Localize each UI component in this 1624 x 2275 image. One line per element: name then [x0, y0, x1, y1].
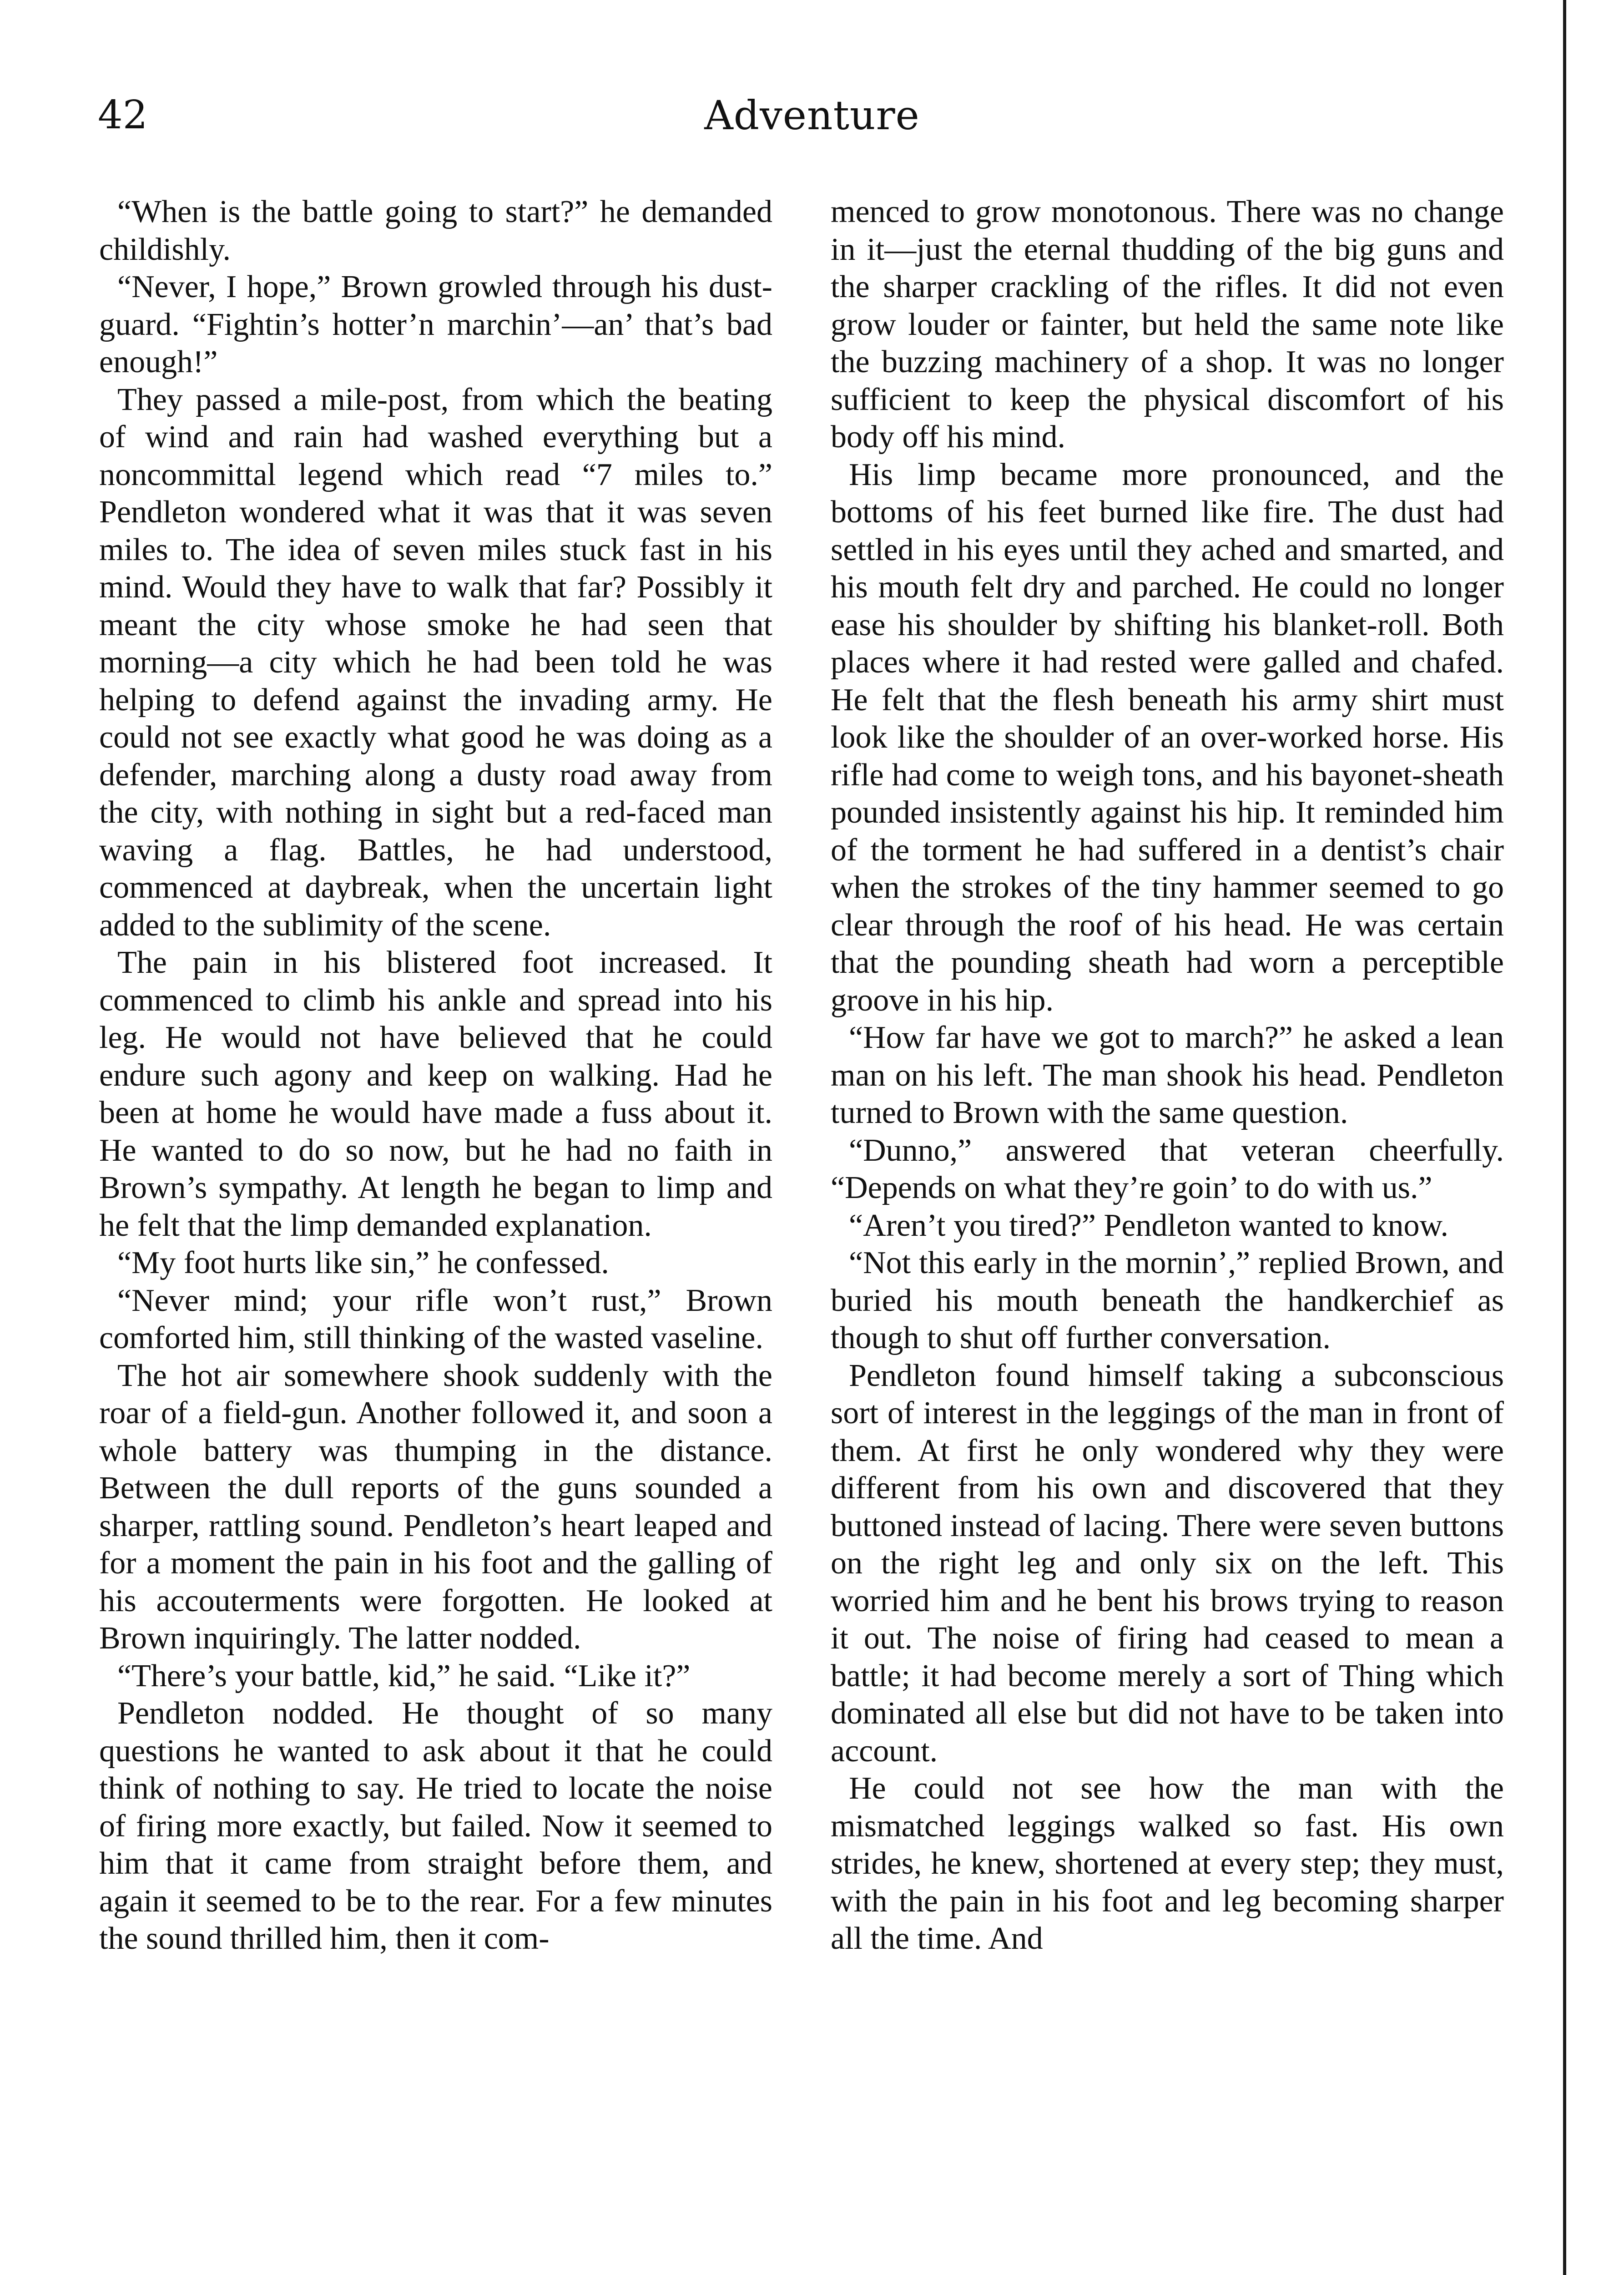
- paragraph: “Never, I hope,” Brown growled through his dust-guard. “Fightin’s hotter’n marchin’—an’ that’s bad enough!”: [99, 269, 772, 379]
- paragraph: Pendleton nodded. He thought of so many questions he wanted to ask about it that he could think of nothing to say. He tried to locate the noise of firing more exactly, but failed. Now it seemed to him that it came from straight before them, and again it seemed to be to the rear. For a few minutes the sound thrilled him, then it com-: [99, 1696, 772, 1956]
- paragraph: The pain in his blistered foot increased. It commenced to climb his ankle and spread into his leg. He would not have believed that he could endure such agony and keep on walking. Had he been at home he would have made a fuss about it. He wanted to do so now, but he had no faith in Brown’s sympathy. At length he began to limp and he felt that the limp demanded explanation.: [99, 945, 772, 1243]
- paragraph: “My foot hurts like sin,” he confessed.: [117, 1245, 609, 1280]
- paragraph: They passed a mile-post, from which the beating of wind and rain had washed everything but a noncommittal legend which read “7 miles to.” Pendleton wondered what it was that it was seven miles to. The idea of seven miles stuck fast in his mind. Would they have to walk that far? Possibly it meant the city whose smoke he had seen that morning—a city which he had been told he was helping to defend against the invading army. He could not see exactly what good he was doing as a defender, marching along a dusty road away from the city, with nothing in sight but a red-faced man waving a flag. Battles, he had understood, commenced at daybreak, when the uncertain light added to the sublimity of the scene.: [99, 382, 772, 943]
- paragraph: His limp became more pronounced, and the bottoms of his feet burned like fire. The dust had settled in his eyes until they ached and smarted, and his mouth felt dry and parched. He could no longer ease his shoulder by shifting his blanket-roll. Both places where it had rested were galled and chafed. He felt that the flesh beneath his army shirt must look like the shoulder of an over-worked horse. His rifle had come to weigh tons, and his bayonet-sheath pounded insistently against his hip. It reminded him of the torment he had suffered in a dentist’s chair when the strokes of the tiny hammer seemed to go clear through the roof of his head. He was certain that the pounding sheath had worn a perceptible groove in his hip.: [831, 457, 1504, 1018]
- paragraph: “Never mind; your rifle won’t rust,” Brown comforted him, still thinking of the wasted vaseline.: [99, 1283, 772, 1355]
- paragraph: “How far have we got to march?” he asked a lean man on his left. The man shook his head. Pendleton turned to Brown with the same question.: [831, 1020, 1504, 1130]
- paragraph: “Dunno,” answered that veteran cheerfully. “Depends on what they’re goin’ to do with us.”: [831, 1132, 1504, 1205]
- paragraph: Pendleton found himself taking a subconscious sort of interest in the leggings of the man in front of them. At first he only wondered why they were different from his own and discovered that they buttoned instead of lacing. There were seven buttons on the right leg and only six on the left. This worried him and he bent his brows trying to reason it out. The noise of firing had ceased to mean a battle; it had become merely a sort of Thing which dominated all else but did not have to be taken into account.: [831, 1358, 1504, 1769]
- paragraph: “There’s your battle, kid,” he said. “Like it?”: [117, 1658, 691, 1694]
- paragraph: “Aren’t you tired?” Pendleton wanted to know.: [849, 1208, 1448, 1243]
- paragraph: “When is the battle going to start?” he demanded childishly.: [99, 194, 772, 267]
- running-head-title: Adventure: [704, 92, 920, 139]
- page-number: 42: [98, 92, 148, 138]
- paragraph-continuation: menced to grow monotonous. There was no change in it—just the eternal thudding of the big guns and the sharper crackling of the rifles. It did not even grow louder or fainter, but held the same note like the buzzing machinery of a shop. It was no longer sufficient to keep the physical discomfort of his body off his mind.: [831, 194, 1504, 455]
- paragraph: “Not this early in the mornin’,” replied Brown, and buried his mouth beneath the handkerchief as though to shut off further conversation.: [831, 1245, 1504, 1355]
- left-column: [99, 193, 772, 1958]
- page-edge-rule: [1563, 0, 1566, 2275]
- right-column: [831, 193, 1504, 1958]
- paragraph: The hot air somewhere shook suddenly with the roar of a field-gun. Another followed it, and soon a whole battery was thumping in the distance. Between the dull reports of the guns sounded a sharper, rattling sound. Pendleton’s heart leaped and for a moment the pain in his foot and the galling of his accouterments were forgotten. He looked at Brown inquiringly. The latter nodded.: [99, 1358, 772, 1656]
- paragraph: He could not see how the man with the mismatched leggings walked so fast. His own strides, he knew, shortened at every step; they must, with the pain in his foot and leg becoming sharper all the time. And: [831, 1771, 1504, 1956]
